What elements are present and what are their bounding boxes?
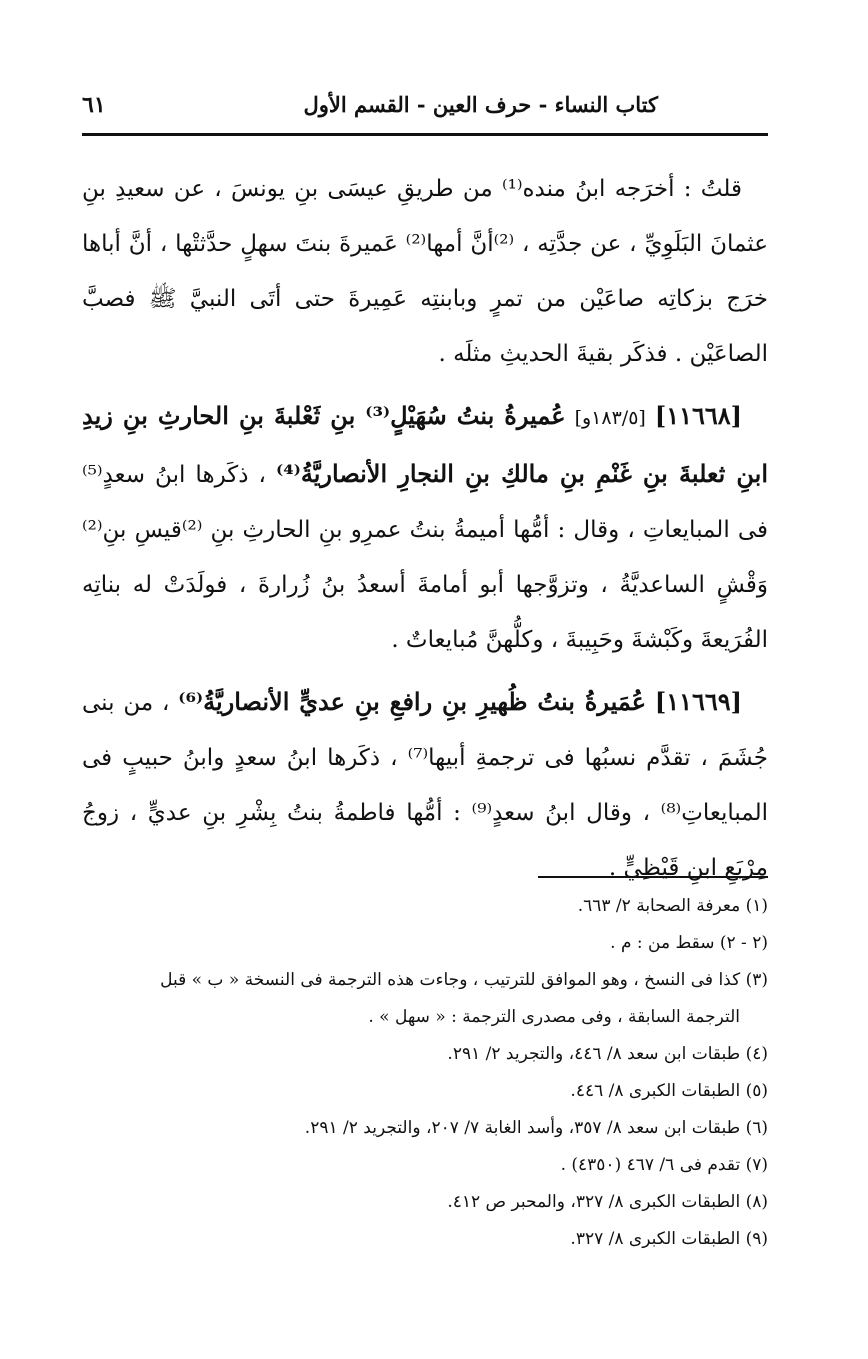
manuscript-ref: [١٨٣/٥و] [574,407,646,429]
header-rule [82,133,768,136]
page-number: ٦١ [82,92,106,118]
entry-text: ، ذكَرها ابنُ سعدٍ⁽⁵⁾ فى المبايعاتِ ، وقال : أمُّها أميمةُ بنتُ عمرِو بنِ الحارثِ بنِ ⁽²⁾قيسِ بنِ⁽²⁾ وَقْشٍ الساعديَّةُ ، وتزوَّجها أبو أمامةَ أسعدُ بنُ زُرارةَ ، فولَدَتْ له بناتِه الفُرَيعةَ وكَبْشةَ وحَبِيبةَ ، وكلُّهنَّ مُبايعاتٌ . [82,462,768,653]
footnote-continuation: الترجمة السابقة ، وفى مصدرى الترجمة : « سهل » . [368,1007,740,1027]
paragraph-qultu: قلتُ : أخرَجه ابنُ منده⁽¹⁾ من طريقِ عيسَى بنِ يونسَ ، عن سعيدِ بنِ عثمانَ البَلَوِيِّ ، عن جدَّتِه ، ⁽²⁾أنَّ أمها⁽²⁾ عَميرةَ بنتَ سهلٍ حدَّثتْها ، أنَّ أباها خرَج بزكاتِه صاعَيْن من تمرٍ وبابنتِه عَمِيرةَ حتى أتَى النبيَّ ﷺ فصبَّ الصاعَيْن . فذكَر بقيةَ الحديثِ مثلَه . [82,176,768,367]
footnote: (١) معرفة الصحابة ٢/ ٦٦٣. [577,896,768,916]
footnote: (٩) الطبقات الكبرى ٨/ ٣٢٧. [570,1229,768,1249]
running-title: كتاب النساء - حرف العين - القسم الأول [303,92,658,117]
footnote: (٣) كذا فى النسخ ، وهو الموافق للترتيب ، وجاءت هذه الترجمة فى النسخة « ب » قبل [160,970,768,990]
footnote: (٦) طبقات ابن سعد ٨/ ٣٥٧، وأسد الغابة ٧/ ٢٠٧، والتجريد ٢/ ٢٩١. [304,1118,768,1138]
entry-name: عُميرةُ بنتُ سُهَيْلٍ⁽³⁾ بنِ ثَعْلبةَ بنِ الحارثِ بنِ زيدِ ابنِ ثعلبةَ بنِ غَنْمِ بنِ مالكِ بنِ النجارِ الأنصاريَّةُ⁽⁴⁾ [82,401,769,488]
entry-number: [١١٦٦٩] [654,687,743,716]
footnote: (٢ - ٢) سقط من : م . [610,933,768,953]
footnote: (٧) تقدم فى ٦/ ٤٦٧ (٤٣٥٠) . [560,1155,768,1175]
footnote: (٤) طبقات ابن سعد ٨/ ٤٤٦، والتجريد ٢/ ٢٩١. [447,1044,768,1064]
footnote-rule [538,876,768,878]
entry-number: [١١٦٦٨] [654,401,743,430]
entry-11669 [82,674,768,896]
footnotes [82,888,768,1258]
entry-text: ، من بنى جُشَمَ ، تقدَّم نسبُها فى ترجمةِ أبيها⁽⁷⁾ ، ذكَرها ابنُ سعدٍ وابنُ حبيبٍ فى المبايعاتِ⁽⁸⁾ ، وقال ابنُ سعدٍ⁽⁹⁾ : أمُّها فاطمةُ بنتُ بِشْرِ بنِ عديٍّ ، زوجُ مِرْبَعِ ابنِ قَيْظِيٍّ . [82,690,768,881]
entry-name: عُمَيرةُ بنتُ ظُهيرِ بنِ رافعِ بنِ عديٍّ الأنصاريَّةُ⁽⁶⁾ [178,687,647,716]
page-header [82,92,768,124]
footnote: (٨) الطبقات الكبرى ٨/ ٣٢٧، والمحبر ص ٤١٢. [447,1192,768,1212]
footnote: (٥) الطبقات الكبرى ٨/ ٤٤٦. [570,1081,768,1101]
main-text [82,162,768,896]
entry-11668 [82,388,768,668]
